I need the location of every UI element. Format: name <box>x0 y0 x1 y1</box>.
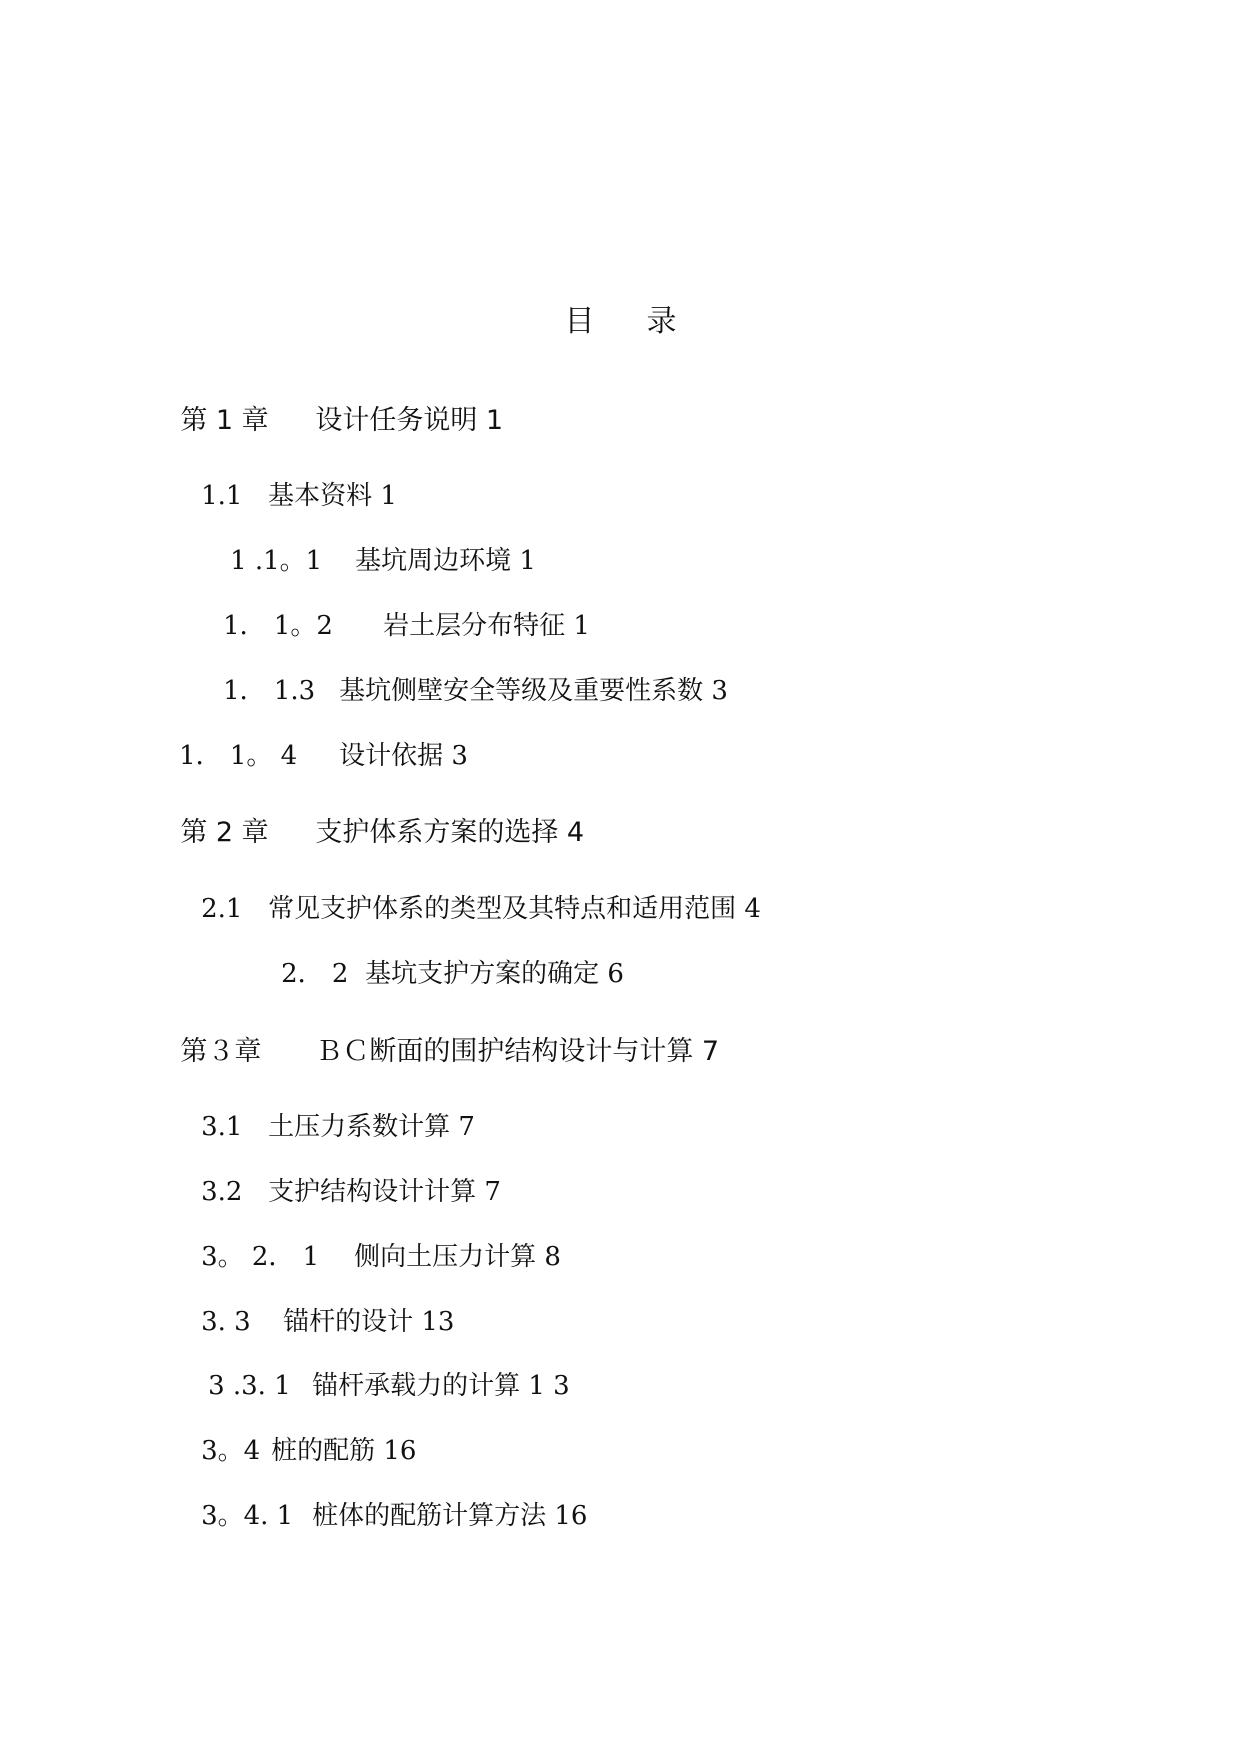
toc-number: 3 .3. 1 <box>208 1371 291 1401</box>
toc-entry-text: 设计任务说明 1 <box>315 405 504 436</box>
toc-entry-text: 土压力系数计算 7 <box>268 1112 475 1142</box>
toc-number: 1.1 <box>201 481 243 511</box>
toc-number: 3。4. 1 <box>201 1501 294 1531</box>
toc-section-2-2 <box>248 935 624 1013</box>
toc-title-char: 目 <box>564 304 595 339</box>
toc-number: 2.1 <box>201 894 243 924</box>
toc-entry-text: 基本资料 1 <box>268 481 397 511</box>
toc-number: 2． 2 <box>281 959 349 989</box>
toc-entry-text: 锚杆的设计 13 <box>283 1307 455 1337</box>
toc-number: 1． 1。 4 <box>179 741 298 771</box>
toc-chapter-1 <box>146 380 503 461</box>
toc-chapter-2 <box>146 792 584 873</box>
toc-number: 第３章 <box>180 1036 262 1067</box>
toc-entry-text: 桩体的配筋计算方法 16 <box>312 1501 588 1531</box>
toc-entry-text: 支护体系方案的选择 4 <box>315 817 585 848</box>
toc-entry-text: 侧向土压力计算 8 <box>354 1242 561 1272</box>
toc-entry-text: 锚杆承载力的计算 1 3 <box>312 1371 570 1401</box>
toc-entry-text: 支护结构设计计算 7 <box>268 1177 501 1207</box>
toc-section-3-4-1 <box>168 1477 587 1555</box>
toc-title <box>0 296 1241 340</box>
toc-number: 3. 3 <box>201 1307 251 1337</box>
toc-number: 1． 1。2 <box>223 611 333 641</box>
toc-entry-text: 设计依据 3 <box>339 741 468 771</box>
toc-number: 第 2 章 <box>180 817 269 848</box>
toc-number: 1． 1.3 <box>223 676 316 706</box>
toc-entry-text: 桩的配筋 16 <box>271 1436 417 1466</box>
toc-entry-text: 岩土层分布特征 1 <box>383 611 590 641</box>
toc-number: 3.1 <box>201 1112 243 1142</box>
toc-entry-text: 基坑侧壁安全等级及重要性系数 3 <box>339 676 728 706</box>
toc-title-char: 录 <box>646 304 677 339</box>
toc-number: 第 1 章 <box>180 405 269 436</box>
toc-section-1-1-4 <box>146 717 468 795</box>
toc-chapter-3 <box>146 1011 719 1092</box>
toc-number: 1 .1。1 <box>230 546 323 576</box>
toc-number: 3。 2． 1 <box>201 1242 320 1272</box>
toc-entry-text: 常见支护体系的类型及其特点和适用范围 4 <box>268 894 761 924</box>
toc-entry-text: 基坑周边环境 1 <box>355 546 536 576</box>
toc-number: 3.2 <box>201 1177 243 1207</box>
toc-entry-text: ＢＣ断面的围护结构设计与计算 7 <box>315 1036 720 1067</box>
toc-number: 3。4 <box>201 1436 261 1466</box>
toc-entry-text: 基坑支护方案的确定 6 <box>365 959 624 989</box>
